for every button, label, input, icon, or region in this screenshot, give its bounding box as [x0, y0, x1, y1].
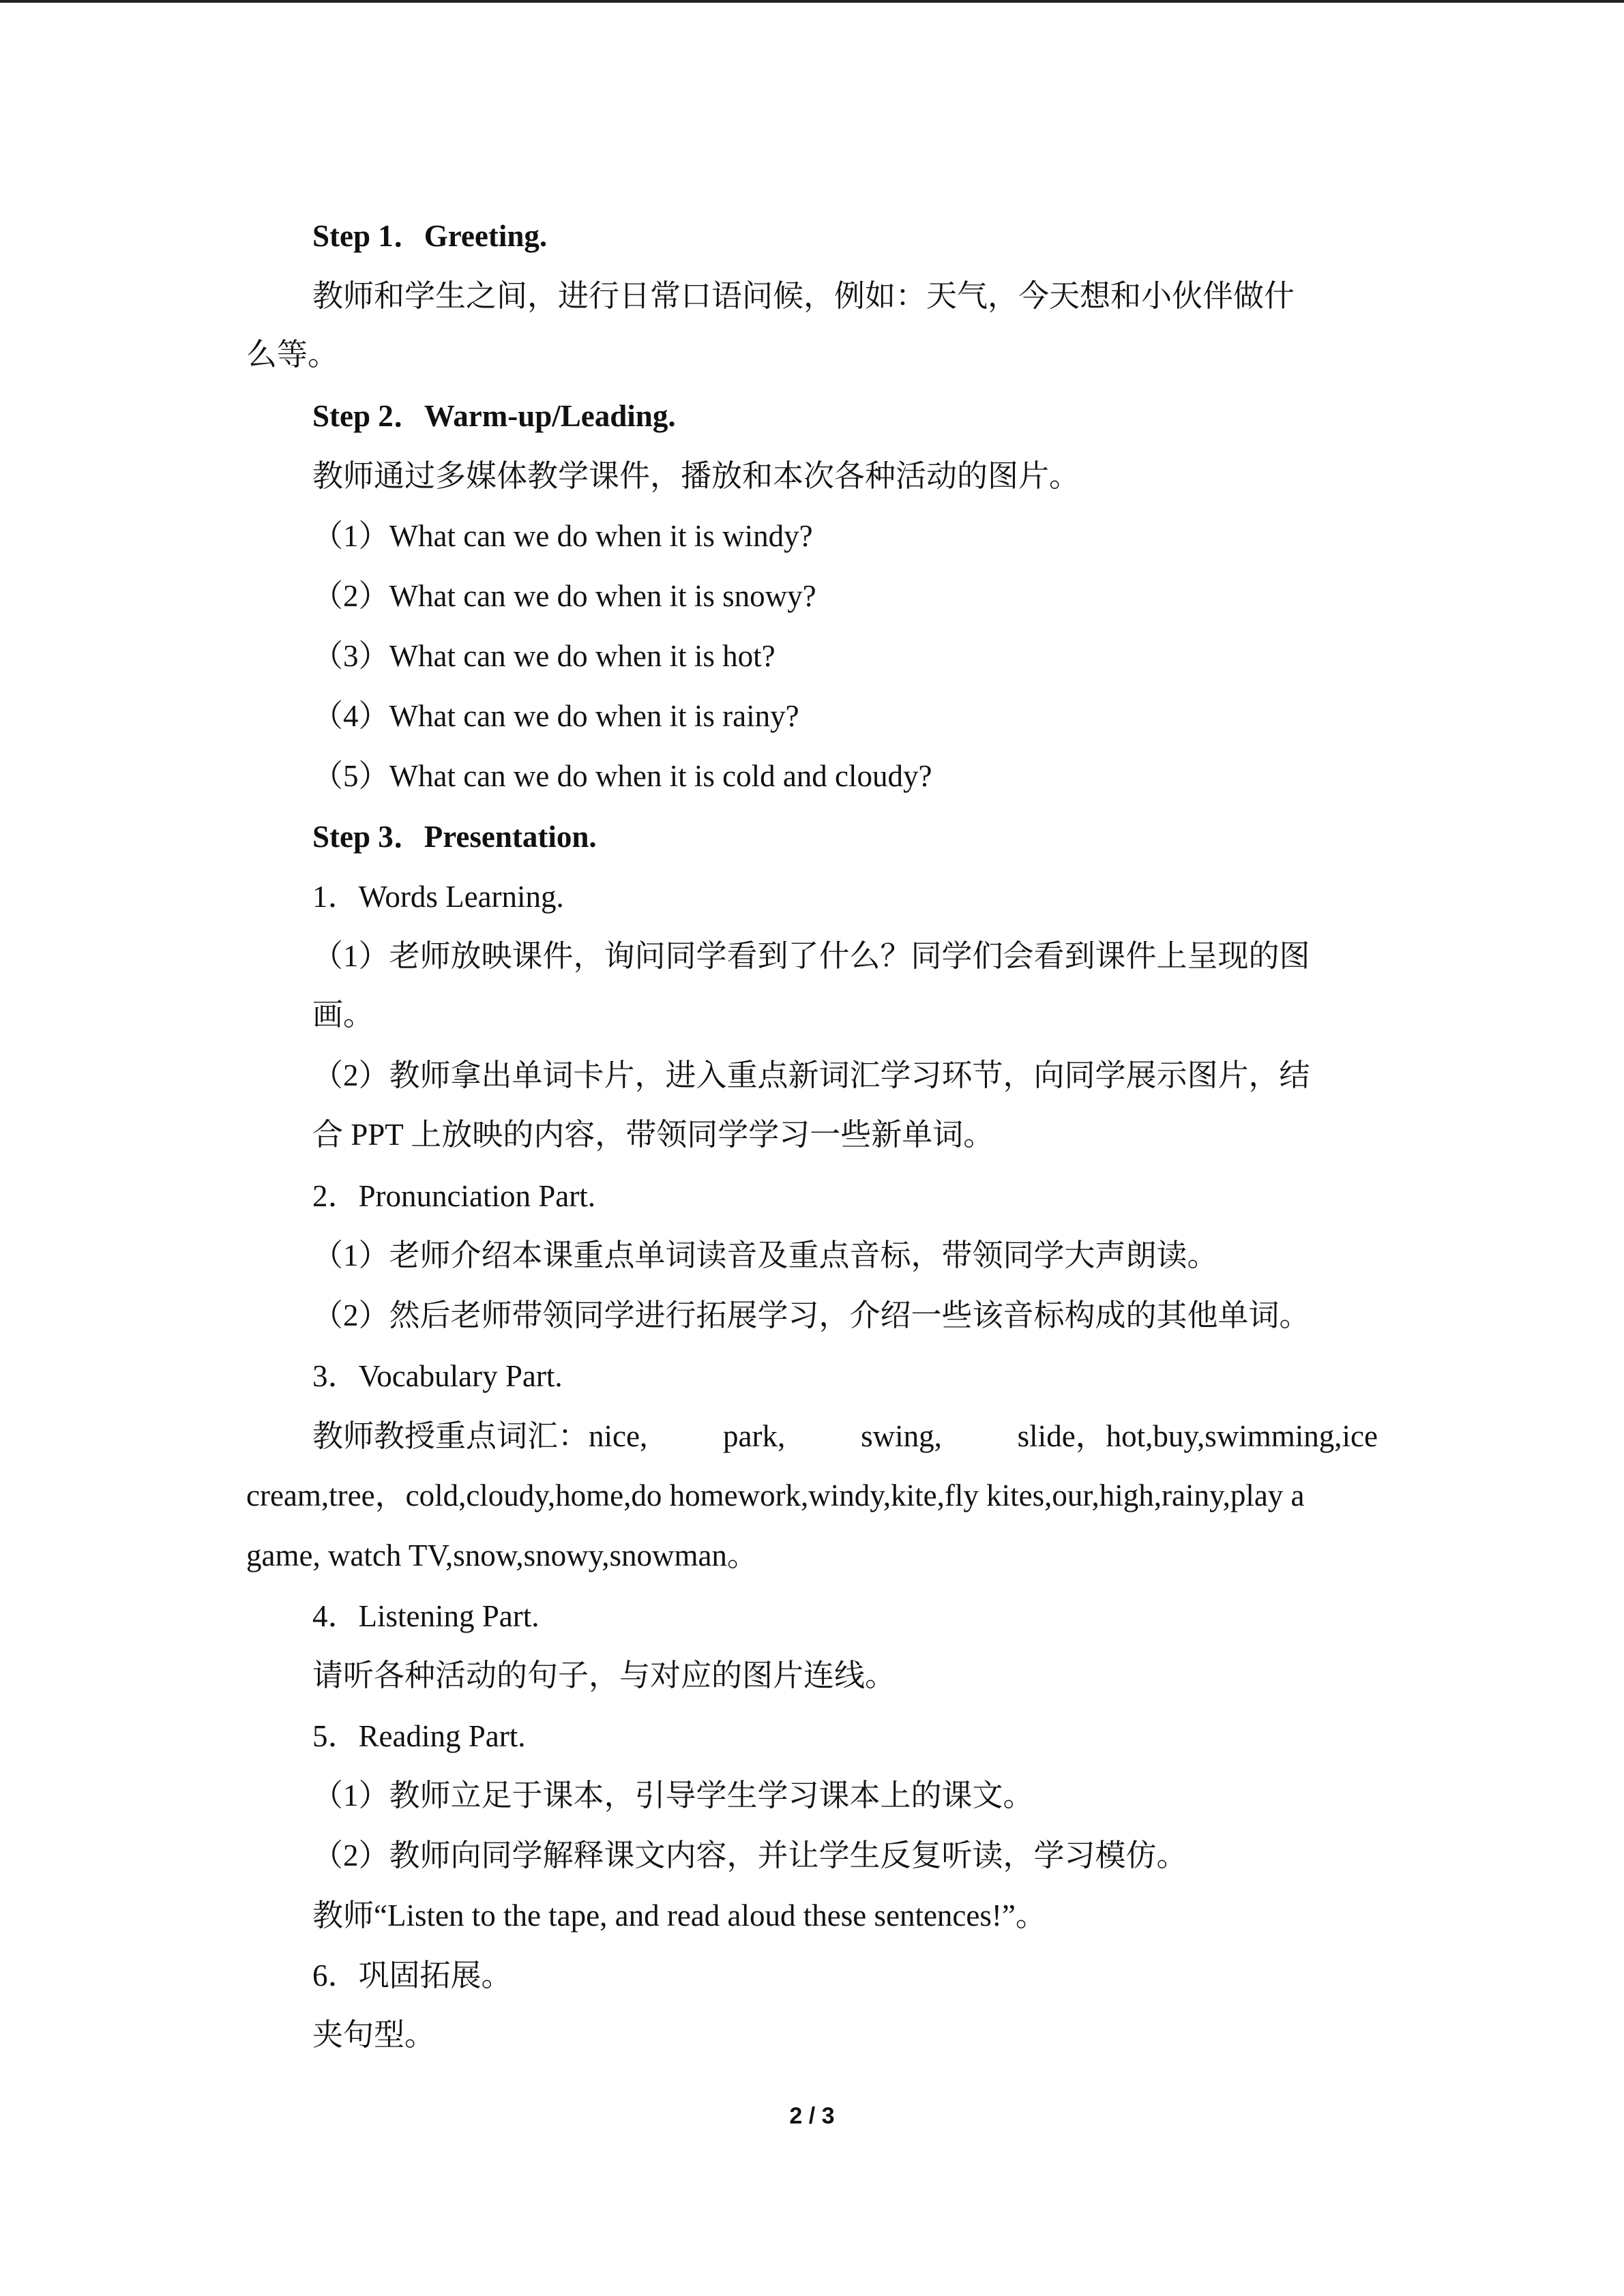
vocabulary-line-3: game, watch TV,snow,snowy,snowman。 [246, 1538, 758, 1572]
vocabulary-segment: slide，hot,buy,swimming,ice [1017, 1419, 1378, 1453]
step2-text: 教师通过多媒体教学课件，播放和本次各种活动的图片。 [312, 459, 1080, 493]
reading-item-1: （1）教师立足于课本，引导学生学习课本上的课文。 [312, 1778, 1034, 1813]
pronunciation-item-2: （2）然后老师带领同学进行拓展学习，介绍一些该音标构成的其他单词。 [312, 1298, 1310, 1332]
pronunciation-heading: 2．Pronunciation Part. [312, 1179, 595, 1213]
question-item: （1）What can we do when it is windy? [312, 519, 813, 553]
step1-text-continued: 么等。 [246, 338, 339, 372]
words-item-1-continued: 画。 [312, 998, 374, 1032]
consolidation-heading: 6．巩固拓展。 [312, 1958, 512, 1993]
consolidation-text: 夹句型。 [312, 2018, 436, 2052]
vocabulary-segment: park, [723, 1419, 786, 1453]
words-learning-heading: 1．Words Learning. [312, 880, 564, 914]
reading-heading: 5．Reading Part. [312, 1719, 526, 1753]
step3-heading: Step 3．Presentation. [312, 820, 597, 854]
vocabulary-heading: 3．Vocabulary Part. [312, 1359, 563, 1393]
reading-item-2: （2）教师向同学解释课文内容，并让学生反复听读，学习模仿。 [312, 1838, 1187, 1873]
words-item-1: （1）老师放映课件，询问同学看到了什么？同学们会看到课件上呈现的图 [312, 939, 1310, 973]
page-number: 2 / 3 [789, 2103, 835, 2129]
question-item: （2）What can we do when it is snowy? [312, 579, 816, 613]
words-item-2: （2）教师拿出单词卡片，进入重点新词汇学习环节，向同学展示图片，结 [312, 1058, 1310, 1092]
reading-quote: 教师“Listen to the tape, and read aloud these sentences!”。 [312, 1898, 1046, 1933]
vocabulary-line-2: cream,tree，cold,cloudy,home,do homework,windy,kite,fly kites,our,high,rainy,play a [246, 1478, 1305, 1512]
question-item: （5）What can we do when it is cold and cloudy? [312, 759, 932, 793]
step1-text: 教师和学生之间，进行日常口语问候，例如：天气，今天想和小伙伴做什 [312, 279, 1295, 313]
vocabulary-segment: swing, [861, 1419, 942, 1453]
vocabulary-line-1 [312, 1416, 1378, 1457]
step1-heading: Step 1．Greeting. [312, 219, 548, 253]
question-item: （4）What can we do when it is rainy? [312, 699, 799, 733]
step2-heading: Step 2．Warm-up/Leading. [312, 399, 676, 433]
words-item-2-continued: 合 PPT 上放映的内容，带领同学学习一些新单词。 [312, 1118, 994, 1152]
question-item: （3）What can we do when it is hot? [312, 639, 776, 673]
pronunciation-item-1: （1）老师介绍本课重点单词读音及重点音标，带领同学大声朗读。 [312, 1238, 1218, 1272]
listening-heading: 4．Listening Part. [312, 1599, 540, 1633]
listening-text: 请听各种活动的句子，与对应的图片连线。 [312, 1658, 896, 1693]
vocabulary-segment: 教师教授重点词汇：nice, [312, 1419, 648, 1453]
